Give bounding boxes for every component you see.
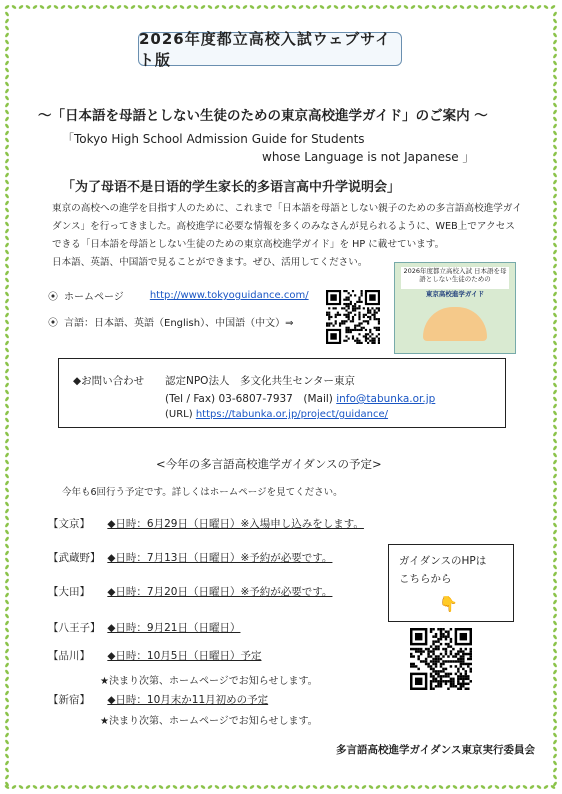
schedule-remark: ※予約が必要です。 <box>240 586 333 598</box>
schedule-row <box>48 692 268 707</box>
page-title: 2026年度都立高校入試ウェブサイト版 <box>138 32 402 66</box>
homepage-label: ホームページ <box>64 292 124 303</box>
schedule-remark: ※予約が必要です。 <box>240 552 333 564</box>
contact-box <box>58 358 506 428</box>
bullet-icon: ⦿ <box>48 318 58 329</box>
thumbnail-title: 東京高校進学ガイド <box>425 290 485 298</box>
english-title-line2: whose Language is not Japanese 」 <box>262 150 475 164</box>
people-illustration <box>423 307 487 341</box>
schedule-date: ◆日時：7月13日（日曜日） <box>107 552 241 564</box>
contact-organization: 認定NPO法人 多文化共生センター東京 <box>165 375 356 387</box>
schedule-row <box>48 550 332 565</box>
schedule-row <box>48 648 261 663</box>
contact-url <box>165 409 388 420</box>
homepage-line <box>48 288 309 303</box>
languages-label: 言語：日本語、英語（English）、中国語（中文）⇒ <box>64 318 294 329</box>
guidance-qr-code[interactable] <box>410 628 472 690</box>
schedule-city: 【文京】 <box>48 518 90 530</box>
schedule-date: ◆日時：7月20日（日曜日） <box>107 586 241 598</box>
schedule-remark: ※入場申し込みをします。 <box>240 518 364 530</box>
contact-label: ◆お問い合わせ <box>73 375 145 387</box>
thumbnail-caption: 2026年度都立高校入試 日本語を母語としない生徒のための <box>401 267 509 289</box>
organizer-name: 多言語高校進学ガイダンス東京実行委員会 <box>336 744 535 756</box>
schedule-city: 【新宿】 <box>48 694 90 706</box>
schedule-city: 【大田】 <box>48 586 90 598</box>
schedule-title: <今年の多言語高校進学ガイダンスの予定> <box>156 457 382 471</box>
guide-heading: 〜「日本語を母語としない生徒のための東京高校進学ガイド」のご案内 〜 <box>38 108 488 124</box>
schedule-subnote: ★決まり次第、ホームページでお知らせします。 <box>100 676 318 687</box>
schedule-note: 今年も6回行う予定です。詳しくはホームページを見てください。 <box>62 487 343 498</box>
intro-paragraph-2: 日本語、英語、中国語で見ることができます。ぜひ、活用してください。 <box>52 257 368 268</box>
pointing-down-icon: 👇 <box>439 595 458 613</box>
languages-line <box>48 314 294 329</box>
schedule-date: ◆日時：10月5日（日曜日）予定 <box>107 650 262 662</box>
schedule-city: 【品川】 <box>48 650 90 662</box>
schedule-date: ◆日時：9月21日（日曜日） <box>107 622 241 634</box>
contact-mail-link[interactable]: info@tabunka.or.jp <box>336 393 436 405</box>
homepage-qr-code[interactable] <box>326 290 380 344</box>
schedule-subnote: ★決まり次第、ホームページでお知らせします。 <box>100 716 318 727</box>
contact-tel-text: (Tel / Fax) 03-6807-7937 (Mail) <box>165 393 333 405</box>
contact-url-link[interactable]: https://tabunka.or.jp/project/guidance/ <box>195 409 389 420</box>
schedule-date: ◆日時：10月末か11月初めの予定 <box>107 694 269 706</box>
bullet-icon: ⦿ <box>48 292 58 303</box>
schedule-city: 【武蔵野】 <box>48 552 101 564</box>
english-title-line1: 「Tokyo High School Admission Guide for Students <box>62 132 365 146</box>
intro-paragraph-1: 東京の高校への進学を目指す人のために、これまで「日本語を母語としない親子のための多言語高校進学ガイダンス」を行ってきました。高校進学に必要な情報を多くのみなさんが見られるように、WEB上でアクセスできる「日本語を母語としない生徒のための東京高校進学ガイド」を HP に載せています。 <box>52 203 522 250</box>
schedule-row <box>48 620 240 635</box>
hp-box-line1: ガイダンスのHPは <box>399 555 487 567</box>
guidance-hp-box <box>388 544 514 622</box>
contact-url-label: (URL) <box>165 409 193 420</box>
schedule-row <box>48 584 332 599</box>
schedule-date: ◆日時：6月29日（日曜日） <box>107 518 241 530</box>
schedule-row <box>48 516 364 531</box>
guide-thumbnail[interactable] <box>394 262 516 354</box>
contact-tel <box>165 391 435 406</box>
homepage-link[interactable]: http://www.tokyoguidance.com/ <box>149 290 309 301</box>
hp-box-line2: こちらから <box>399 573 452 585</box>
schedule-city: 【八王子】 <box>48 622 101 634</box>
chinese-title: 「为了母语不是日语的学生家长的多语言高中升学说明会」 <box>62 180 401 195</box>
